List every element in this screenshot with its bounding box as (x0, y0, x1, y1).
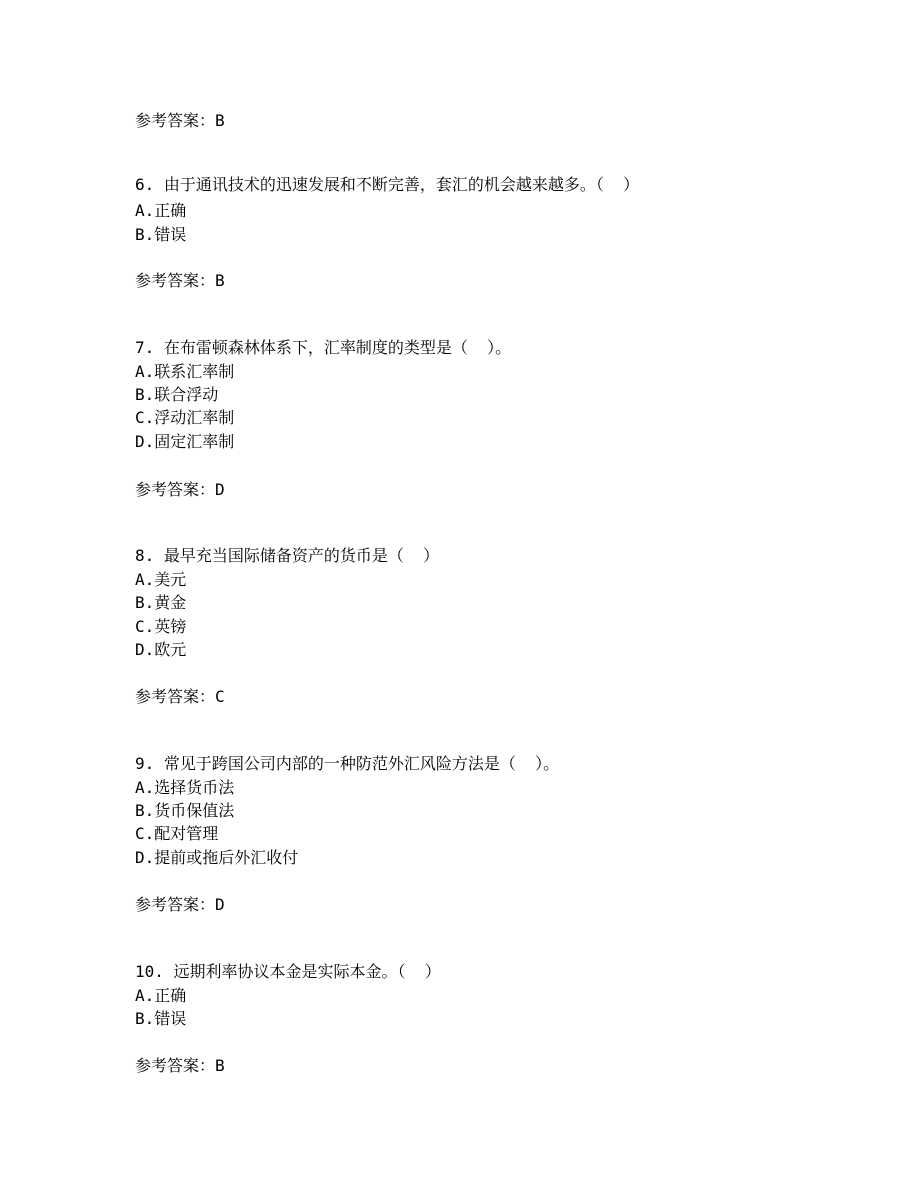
answer-value: B (215, 111, 225, 130)
question-6-option-a: A.正确 (135, 201, 187, 220)
question-7-stem (135, 337, 511, 359)
answer-label: 参考答案： (135, 687, 216, 706)
question-10-stem (135, 961, 441, 983)
question-10-option-b: B.错误 (135, 1009, 187, 1028)
question-6-answer (135, 270, 225, 292)
question-9-option-b: B.货币保值法 (135, 801, 235, 820)
answer-value: B (215, 271, 225, 290)
answer-label: 参考答案： (135, 111, 216, 130)
question-6-option-b: B.错误 (135, 225, 187, 244)
question-9-option-a: A.选择货币法 (135, 778, 235, 797)
answer-value: B (215, 1056, 225, 1075)
answer-label: 参考答案： (135, 480, 216, 499)
question-8-answer (135, 686, 225, 708)
question-number: 9. (135, 754, 155, 773)
question-text: 常见于跨国公司内部的一种防范外汇风险方法是（ ）。 (163, 754, 560, 773)
question-9-option-c: C.配对管理 (135, 824, 219, 843)
question-9-stem (135, 753, 559, 775)
answer-value: D (215, 480, 225, 499)
question-number: 10. (135, 962, 164, 981)
question-text: 远期利率协议本金是实际本金。（ ） (173, 962, 441, 981)
question-9-answer (135, 894, 225, 916)
answer-value: D (215, 895, 225, 914)
question-7-option-a: A.联系汇率制 (135, 362, 235, 381)
question-text: 由于通讯技术的迅速发展和不断完善，套汇的机会越来越多。（ ） (163, 175, 640, 194)
question-8-stem (135, 545, 439, 567)
answer-line (135, 110, 225, 132)
question-7-answer (135, 479, 225, 501)
question-text: 在布雷顿森林体系下，汇率制度的类型是（ ）。 (163, 338, 512, 357)
question-number: 6. (135, 175, 155, 194)
question-text: 最早充当国际储备资产的货币是（ ） (163, 546, 440, 565)
question-10-option-a: A.正确 (135, 986, 187, 1005)
answer-label: 参考答案： (135, 271, 216, 290)
question-8-option-a: A.美元 (135, 570, 187, 589)
question-7-option-c: C.浮动汇率制 (135, 408, 235, 427)
question-7-option-d: D.固定汇率制 (135, 432, 235, 451)
answer-value: C (215, 687, 225, 706)
question-8-option-b: B.黄金 (135, 593, 187, 612)
question-10-answer (135, 1055, 225, 1077)
question-8-option-d: D.欧元 (135, 640, 187, 659)
question-6-stem (135, 174, 639, 196)
answer-label: 参考答案： (135, 895, 216, 914)
question-7-option-b: B.联合浮动 (135, 385, 219, 404)
question-number: 7. (135, 338, 155, 357)
question-8-option-c: C.英镑 (135, 617, 187, 636)
question-9-option-d: D.提前或拖后外汇收付 (135, 848, 299, 867)
answer-label: 参考答案： (135, 1056, 216, 1075)
question-number: 8. (135, 546, 155, 565)
